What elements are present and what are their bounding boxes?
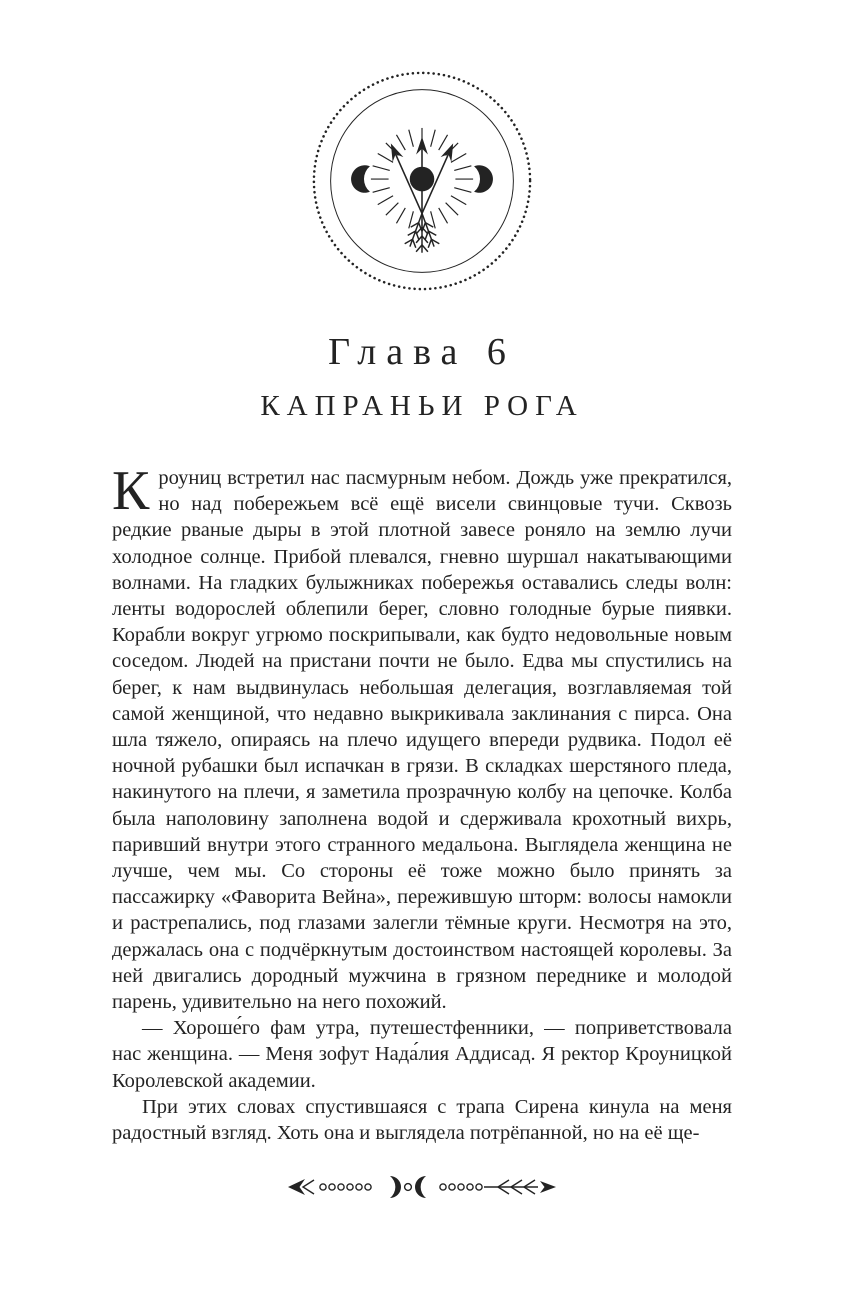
body-text [112,460,732,1146]
crescent-moon-left-icon [351,165,370,193]
divider-tail-icon [540,1181,556,1193]
divider-moon-left-icon [390,1176,401,1198]
paragraph-3: При этих словах спустившаяся с трапа Сирена кинула на меня радостный взгляд. Хоть она и выглядела потрёпанной, но на её ще- [112,1095,732,1145]
crescent-moon-right-icon [474,165,493,193]
chapter-title: КАПРАНЬИ РОГА [260,390,584,422]
paragraph-1 [112,460,732,1015]
arrow-beads-moons-divider-icon [286,1170,558,1204]
chapter-emblem [309,68,535,294]
paragraph-2: — Хороше́го фам утра, путешестфенники, — поприветствовала нас женщина. — Меня зофут Нада́лия Аддисад. Я ректор Кроуницкой Королевской академии. [112,1017,732,1092]
paragraph-1-text: роуниц встретил нас пасмурным небом. Дождь уже прекратился, но над побережьем всё ещё висели свинцовые тучи. Сквозь редкие рваные дыры в этой плотной завесе роняло на землю лучи холодное солнце. Прибой плевался, гневно шуршал накатывающими волнами. На гладких булыжниках побережья оставались следы волн: ленты водорослей облепили берег, словно голодные бурые пиявки. Корабли вокруг угрюмо поскрипывали, как будто недовольные новым соседом. Людей на пристани почти не было. Едва мы спустились на берег, к нам выдвинулась небольшая делегация, возглавляемая той самой женщиной, что недавно выкрикивала заклинания с пирса. Она шла тяжело, опираясь на плечо идущего впереди рудвика. Подол её ночной рубашки был испачкан в грязи. В складках шерстяного пледа, накинутого на плечи, я заметила прозрачную колбу на цепочке. Колба была наполовину заполнена водой и сдерживала крохотный вихрь, паривший внутри этого странного медальона. Выглядела женщина не лучше, чем мы. Со стороны её тоже можно было принять за пассажирку «Фаворита Вейна», пережившую шторм: волосы намокли и растрепались, под глазами залегли тёмные круги. Несмотря на это, держалась она с подчёркнутым достоинством настоящей королевы. За ней двигались дородный мужчина в грязном переднике и молодой парень, удивительно на него похожий. [112,467,732,1014]
section-divider [286,1170,558,1204]
divider-moon-right-icon [415,1176,426,1198]
sun-moons-arrows-emblem-icon [309,68,535,294]
chapter-number: Глава 6 [328,331,516,373]
dropcap: К [112,460,150,522]
